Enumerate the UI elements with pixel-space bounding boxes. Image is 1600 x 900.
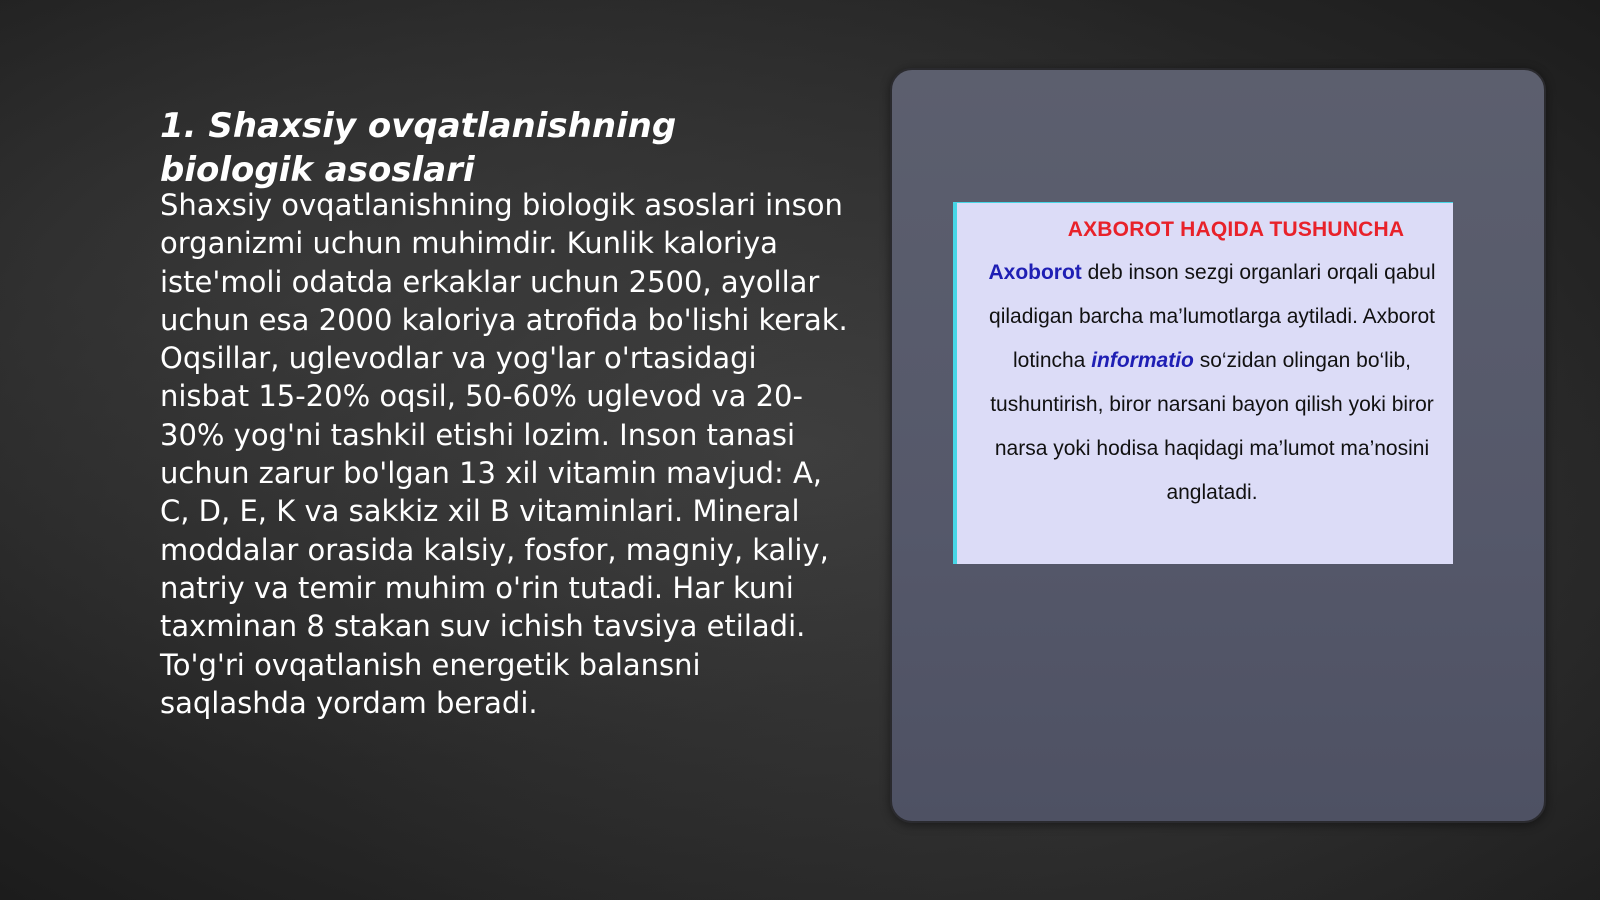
info-card (953, 202, 1453, 564)
card-title: AXBOROT HAQIDA TUSHUNCHA (1067, 218, 1405, 241)
card-text-part-1: deb inson sezgi organlari orqali qabul qiladigan barcha ma’lumotlarga aytiladi. Axborot lotincha (989, 261, 1436, 372)
card-term-latin: informatio (1091, 349, 1194, 372)
card-term: Axoborot (988, 261, 1082, 284)
image-panel (890, 68, 1546, 823)
card-text (981, 251, 1443, 515)
slide-title: 1. Shaxsiy ovqatlanishning biologik asoslari (160, 106, 677, 190)
slide-body-text: Shaxsiy ovqatlanishning biologik asoslari inson organizmi uchun muhimdir. Kunlik kaloriya iste'moli odatda erkaklar uchun 2500, ayollar uchun esa 2000 kaloriya atrofida bo'lishi kerak. Oqsillar, uglevodlar va yog'lar o'rtasidagi nisbat 15-20% oqsil, 50-60% uglevod va 20-30% yog'ni tashkil etishi lozim. Inson tanasi uchun zarur bo'lgan 13 xil vitamin mavjud: A, C, D, E, K va sakkiz xil B vitaminlari. Mineral moddalar orasida kalsiy, fosfor, magniy, kaliy, natriy va temir muhim o'rin tutadi. Har kuni taxminan 8 stakan suv ichish tavsiya etiladi. To'g'ri ovqatlanish energetik balansni saqlashda yordam beradi. (160, 188, 848, 720)
card-text-part-2: so‘zidan olingan bo‘lib, tushuntirish, biror narsani bayon qilish yoki biror narsa yoki hodisa haqidagi ma’lumot ma’nosini anglatadi. (990, 349, 1434, 504)
